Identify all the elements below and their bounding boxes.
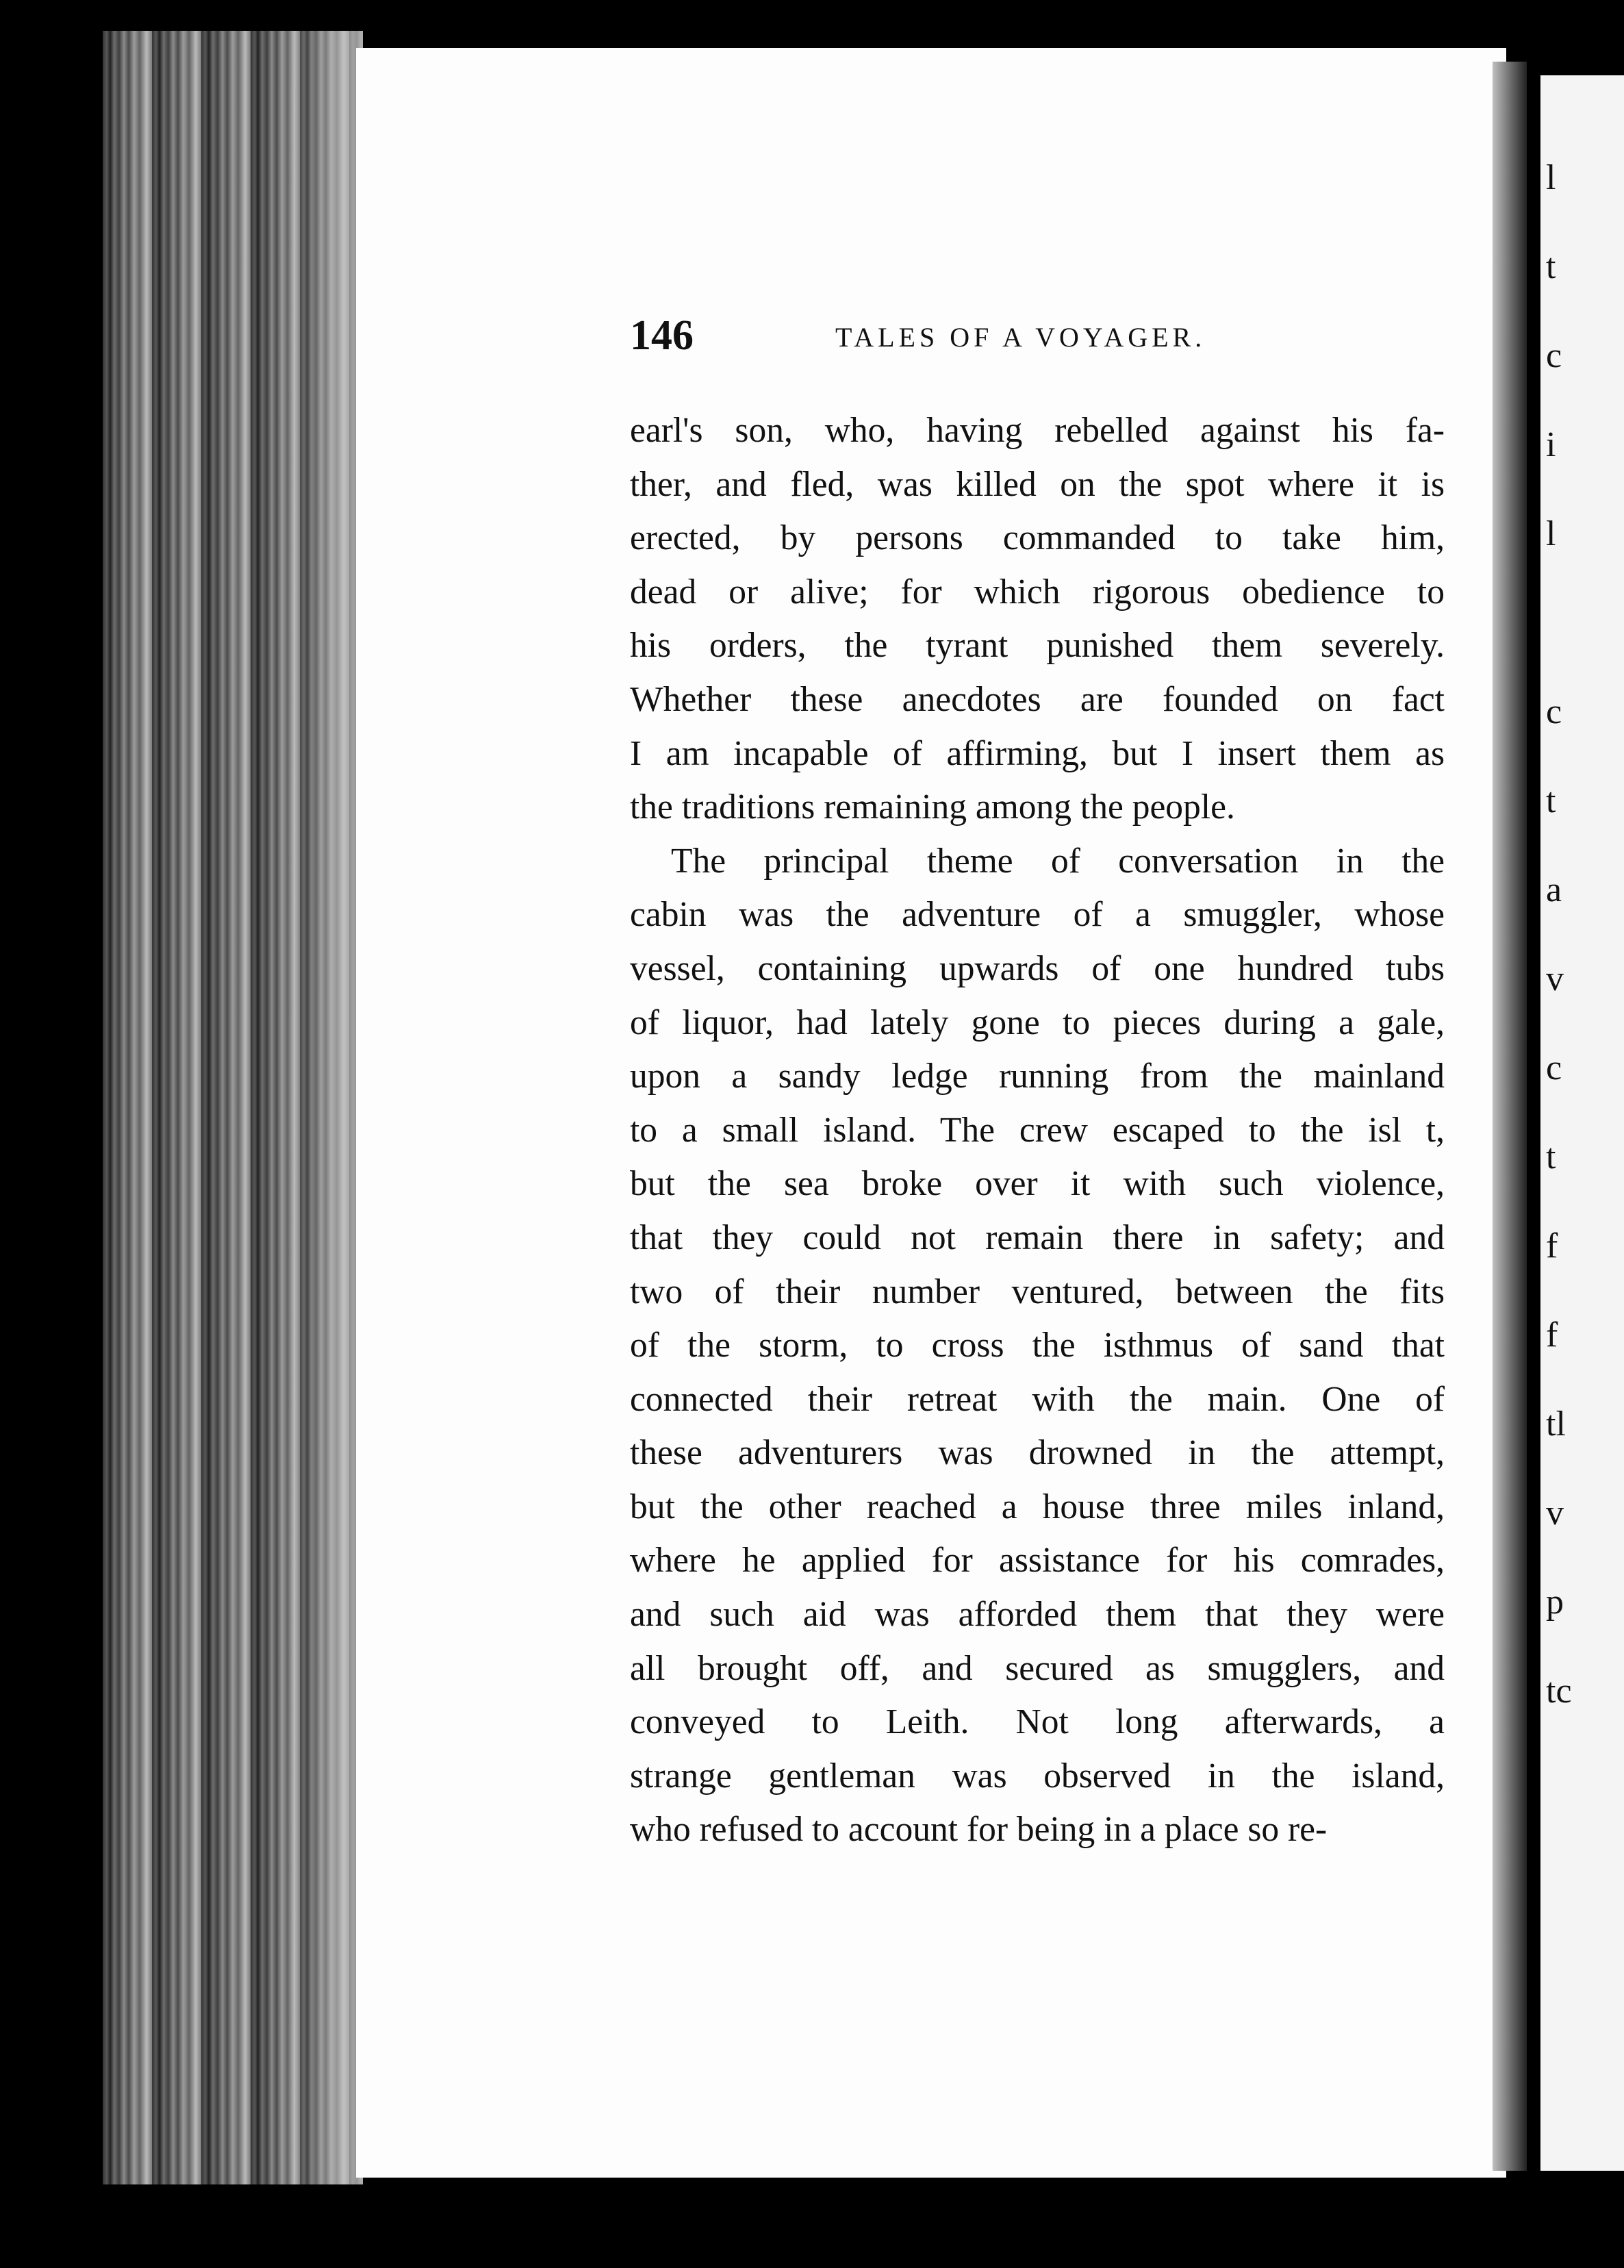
text-line: upon a sandy ledge running from the mainland [630, 1057, 1445, 1096]
facing-page-letter: l [1546, 158, 1556, 197]
facing-page-letter: t [1546, 247, 1556, 286]
facing-page-edge [1540, 75, 1624, 2171]
text-line: The principal theme of conversation in the [671, 841, 1445, 881]
text-line: to a small island. The crew escaped to the isl t, [630, 1110, 1445, 1150]
text-line: of the storm, to cross the isthmus of sand that [630, 1326, 1445, 1365]
facing-page-letter: c [1546, 1048, 1562, 1087]
facing-page-letter: v [1546, 959, 1564, 998]
text-line: strange gentleman was observed in the island, [630, 1756, 1445, 1796]
facing-page-letter: i [1546, 425, 1556, 464]
text-line: Whether these anecdotes are founded on fact [630, 679, 1445, 719]
text-line: these adventurers was drowned in the attempt, [630, 1433, 1445, 1473]
facing-page-letter: t [1546, 1137, 1556, 1176]
page-fold-shadow [1493, 62, 1527, 2171]
facing-page-letter: l [1546, 514, 1556, 553]
running-head: TALES OF A VOYAGER. [835, 322, 1206, 353]
text-line: earl's son, who, having rebelled against his fa- [630, 411, 1445, 450]
facing-page-letter: f [1546, 1315, 1558, 1354]
text-line: two of their number ventured, between the fits [630, 1272, 1445, 1311]
text-line: of liquor, had lately gone to pieces during a gale, [630, 1003, 1445, 1042]
text-line: his orders, the tyrant punished them severely. [630, 626, 1445, 666]
text-line: conveyed to Leith. Not long afterwards, a [630, 1702, 1445, 1742]
facing-page-letter: p [1546, 1583, 1564, 1622]
facing-page-letter: tc [1546, 1672, 1572, 1711]
text-line: dead or alive; for which rigorous obedience to [630, 572, 1445, 612]
facing-page-letter: a [1546, 870, 1562, 909]
text-line: that they could not remain there in safety; and [630, 1218, 1445, 1257]
facing-page-letter: t [1546, 781, 1556, 820]
facing-page-letter: tl [1546, 1404, 1566, 1444]
page-header [630, 312, 1438, 373]
text-line: ther, and fled, was killed on the spot where it is [630, 464, 1445, 504]
text-line: connected their retreat with the main. One of [630, 1379, 1445, 1419]
body-text [630, 404, 1445, 1857]
text-line: erected, by persons commanded to take him, [630, 518, 1445, 558]
text-line: who refused to account for being in a place so re- [630, 1810, 1328, 1850]
facing-page-letter: c [1546, 336, 1562, 375]
facing-page-letter: v [1546, 1494, 1564, 1533]
text-line: I am incapable of affirming, but I insert them as [630, 733, 1445, 773]
text-line: vessel, containing upwards of one hundred tubs [630, 948, 1445, 988]
page-gutter-shading [288, 31, 363, 2184]
text-line: cabin was the adventure of a smuggler, whose [630, 895, 1445, 935]
paragraph [630, 835, 1445, 1857]
text-line: but the other reached a house three miles inland, [630, 1487, 1445, 1526]
text-line: the traditions remaining among the people. [630, 788, 1235, 827]
text-line: but the sea broke over it with such violence, [630, 1164, 1445, 1204]
text-line: all brought off, and secured as smugglers, and [630, 1648, 1445, 1688]
text-line: where he applied for assistance for his comrades, [630, 1541, 1445, 1580]
facing-page-letter: f [1546, 1226, 1558, 1265]
paragraph [630, 404, 1445, 835]
facing-page-letter: c [1546, 692, 1562, 731]
page-number: 146 [630, 312, 694, 359]
text-line: and such aid was afforded them that they were [630, 1595, 1445, 1635]
